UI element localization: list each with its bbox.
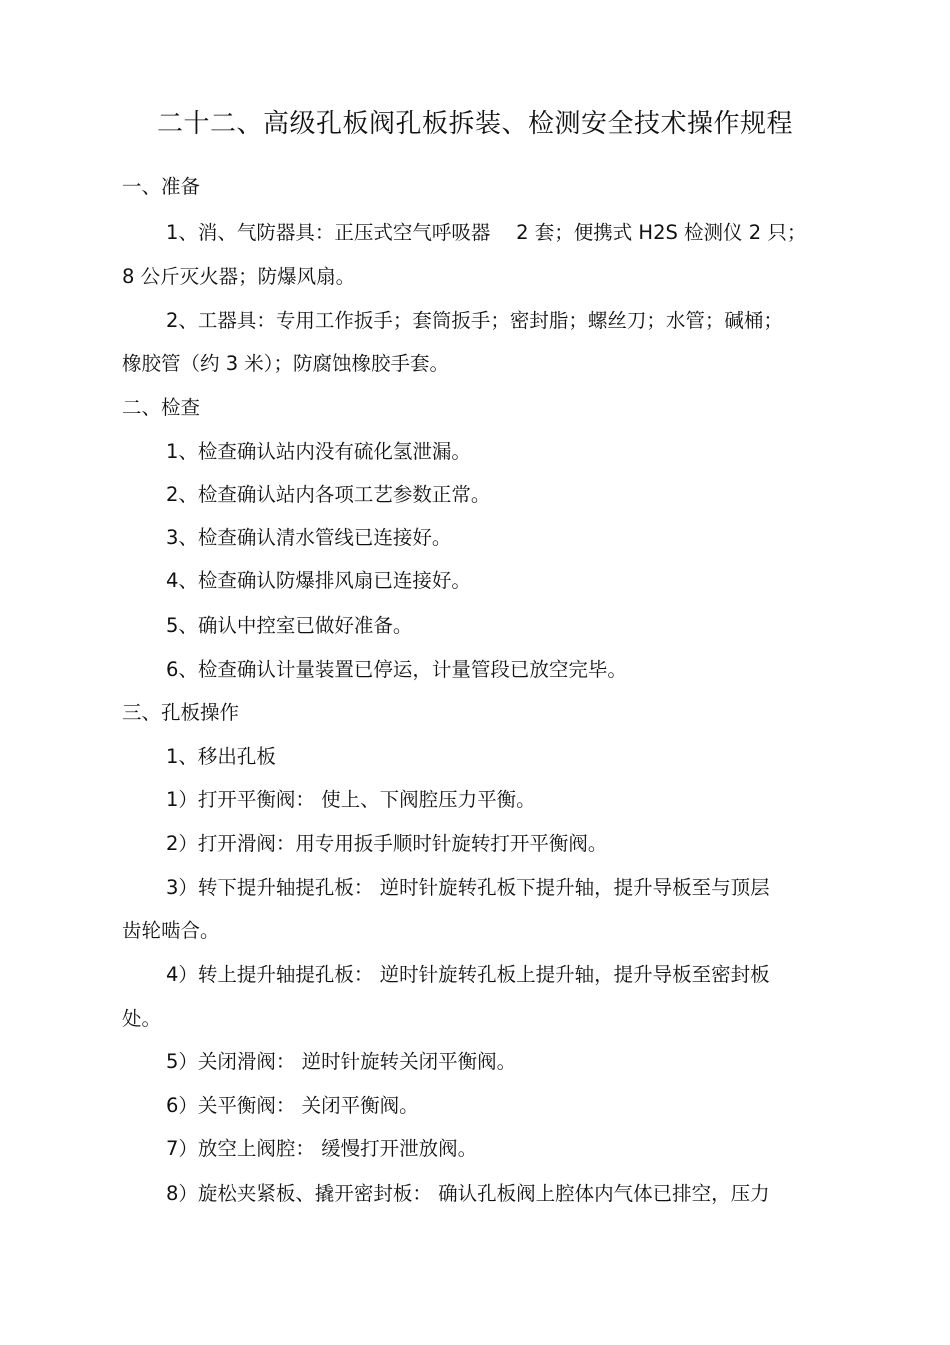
paragraph-line: 7）放空上阀腔： 缓慢打开泄放阀。 (166, 1137, 478, 1160)
paragraph-line: 处。 (122, 1007, 162, 1030)
paragraph-line: 4、检查确认防爆排风扇已连接好。 (166, 569, 471, 592)
paragraph-line: 1、检查确认站内没有硫化氢泄漏。 (166, 440, 471, 463)
paragraph-line: 2、检查确认站内各项工艺参数正常。 (166, 483, 491, 506)
paragraph-line: 1、消、气防器具：正压式空气呼吸器 2 套；便携式 H2S 检测仪 2 只； (166, 221, 807, 244)
paragraph-line: 8）旋松夹紧板、撬开密封板： 确认孔板阀上腔体内气体已排空，压力 (166, 1182, 770, 1205)
section-heading-check: 二、检查 (122, 396, 201, 419)
paragraph-line: 4）转上提升轴提孔板： 逆时针旋转孔板上提升轴，提升导板至密封板 (166, 963, 770, 986)
paragraph-line: 8 公斤灭火器；防爆风扇。 (122, 265, 356, 288)
paragraph-line: 1、移出孔板 (166, 745, 276, 768)
paragraph-line: 橡胶管（约 3 米）；防腐蚀橡胶手套。 (122, 352, 450, 375)
paragraph-line: 6）关平衡阀： 关闭平衡阀。 (166, 1094, 419, 1117)
paragraph-line: 齿轮啮合。 (122, 919, 220, 942)
paragraph-line: 3）转下提升轴提孔板： 逆时针旋转孔板下提升轴，提升导板至与顶层 (166, 876, 770, 899)
paragraph-line: 6、检查确认计量装置已停运，计量管段已放空完毕。 (166, 658, 627, 681)
paragraph-line: 5）关闭滑阀： 逆时针旋转关闭平衡阀。 (166, 1050, 517, 1073)
paragraph-line: 2）打开滑阀：用专用扳手顺时针旋转打开平衡阀。 (166, 832, 608, 855)
paragraph-line: 5、确认中控室已做好准备。 (166, 614, 413, 637)
paragraph-line: 2、工器具：专用工作扳手；套筒扳手；密封脂；螺丝刀；水管；碱桶； (166, 309, 783, 332)
paragraph-line: 3、检查确认清水管线已连接好。 (166, 526, 452, 549)
section-heading-orifice-ops: 三、孔板操作 (122, 701, 240, 724)
section-heading-prepare: 一、准备 (122, 175, 201, 198)
paragraph-line: 1）打开平衡阀： 使上、下阀腔压力平衡。 (166, 788, 536, 811)
document-title: 二十二、高级孔板阀孔板拆装、检测安全技术操作规程 (156, 109, 793, 139)
